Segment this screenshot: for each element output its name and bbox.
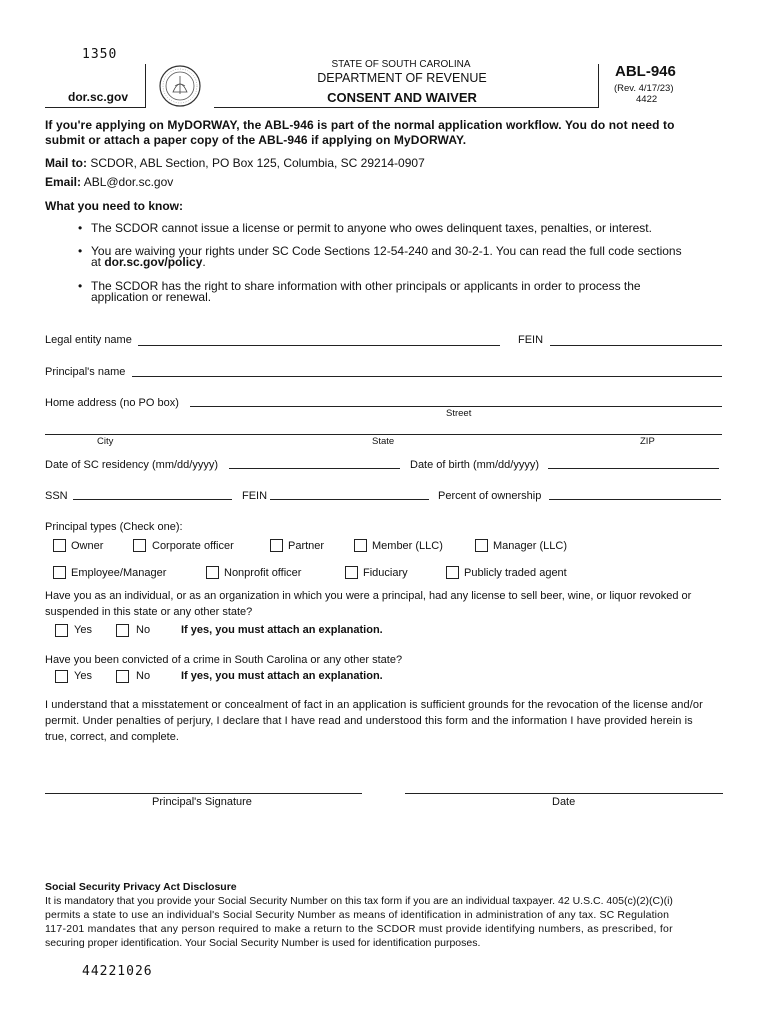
form-id-number: 1350: [82, 47, 118, 62]
form-code: ABL-946: [615, 63, 676, 80]
member-llc-checkbox[interactable]: [354, 539, 367, 552]
q2-yes-label: Yes: [74, 670, 92, 682]
owner-checkbox[interactable]: [53, 539, 66, 552]
principal-types-heading: Principal types (Check one):: [45, 521, 183, 533]
privacy-line1: It is mandatory that you provide your Social Security Number on this tax form if you are an individual taxpayer. 42 U.S.C. 405(c)(2)(C)(i): [45, 895, 673, 907]
department-name: DEPARTMENT OF REVENUE: [317, 71, 487, 85]
q1-no-label: No: [136, 624, 151, 636]
q2-line1: Have you been convicted of a crime in South Carolina or any other state?: [45, 654, 403, 666]
publicly-traded-agent-label: Publicly traded agent: [464, 567, 567, 579]
partner-label: Partner: [288, 540, 325, 552]
employee-manager-checkbox[interactable]: [53, 566, 66, 579]
city-label: City: [97, 436, 114, 447]
form-revision: (Rev. 4/17/23): [614, 83, 674, 94]
nonprofit-officer-label: Nonprofit officer: [224, 567, 302, 579]
q1-no-checkbox[interactable]: [116, 624, 129, 637]
manager-llc-label: Manager (LLC): [493, 540, 567, 552]
q1-line2: suspended in this state or any other state?: [45, 606, 253, 618]
date-line[interactable]: [405, 793, 723, 794]
ownership-label: Percent of ownership: [438, 490, 542, 502]
header-divider-right: [598, 64, 599, 108]
declaration-line2: permit. Under penalties of perjury, I declare that I have read and understood this form and the information I have provided herein is: [45, 715, 693, 727]
fein-input[interactable]: [550, 345, 722, 346]
city-state-zip-input[interactable]: [45, 434, 722, 435]
email-address[interactable]: ABL@dor.sc.gov: [83, 175, 174, 189]
state-name: STATE OF SOUTH CAROLINA: [331, 59, 471, 70]
q2-yes-checkbox[interactable]: [55, 670, 68, 683]
fein2-label: FEIN: [242, 490, 268, 502]
date-label: Date: [552, 796, 576, 808]
q2-no-label: No: [136, 670, 151, 682]
birth-date-input[interactable]: [548, 468, 719, 469]
principals-name-input[interactable]: [132, 376, 722, 377]
intro-line-1: If you're applying on MyDORWAY, the ABL-946 is part of the normal application workflow. You do not need to: [45, 118, 675, 132]
intro-line-2: submit or attach a paper copy of the ABL-946 if applying on MyDORWAY.: [45, 133, 467, 147]
form-number: 4422: [636, 94, 658, 105]
form-title: CONSENT AND WAIVER: [327, 90, 477, 105]
street-input[interactable]: [190, 406, 722, 407]
policy-link[interactable]: dor.sc.gov/policy: [104, 255, 203, 269]
q1-yes-label: Yes: [74, 624, 92, 636]
bullet-3-line2: application or renewal.: [91, 290, 212, 304]
corporate-officer-checkbox[interactable]: [133, 539, 146, 552]
header-underline: [45, 107, 145, 108]
fiduciary-label: Fiduciary: [363, 567, 408, 579]
nonprofit-officer-checkbox[interactable]: [206, 566, 219, 579]
q2-no-checkbox[interactable]: [116, 670, 129, 683]
mail-to: [45, 156, 425, 170]
publicly-traded-agent-checkbox[interactable]: [446, 566, 459, 579]
residency-date-input[interactable]: [229, 468, 400, 469]
signature-label: Principal's Signature: [152, 796, 252, 808]
home-address-label: Home address (no PO box): [45, 397, 179, 409]
zip-label: ZIP: [640, 436, 655, 447]
street-label: Street: [446, 408, 472, 419]
bullet-3-line1: The SCDOR has the right to share information with other principals or applicants in order to process the: [91, 279, 641, 293]
member-llc-label: Member (LLC): [372, 540, 443, 552]
q2-note: If yes, you must attach an explanation.: [181, 670, 383, 682]
ownership-input[interactable]: [549, 499, 721, 500]
mail-address: SCDOR, ABL Section, PO Box 125, Columbia, SC 29214-0907: [90, 156, 425, 170]
fein2-input[interactable]: [270, 499, 429, 500]
ssn-label: SSN: [45, 490, 68, 502]
declaration-line3: true, correct, and complete.: [45, 731, 179, 743]
manager-llc-checkbox[interactable]: [475, 539, 488, 552]
fiduciary-checkbox[interactable]: [345, 566, 358, 579]
mail-label: Mail to:: [45, 156, 87, 170]
owner-label: Owner: [71, 540, 104, 552]
state-label: State: [372, 436, 395, 447]
q1-note: If yes, you must attach an explanation.: [181, 624, 383, 636]
bullet-share: [91, 281, 641, 303]
state-seal-icon: [158, 64, 202, 108]
website-label: dor.sc.gov: [68, 90, 129, 104]
legal-entity-label: Legal entity name: [45, 334, 132, 346]
partner-checkbox[interactable]: [270, 539, 283, 552]
bullet-2-line1: You are waiving your rights under SC Code Sections 12-54-240 and 30-2-1. You can read the full code sections: [91, 244, 682, 258]
privacy-line4: securing proper identification. Your Social Security Number is used for identification purposes.: [45, 937, 481, 949]
residency-date-label: Date of SC residency (mm/dd/yyyy): [45, 459, 218, 471]
barcode-number: 44221026: [82, 964, 153, 979]
header-divider-left: [145, 64, 146, 108]
privacy-line2: permits a state to use an individual's Social Security Number as means of identification in administration of any tax. SC Regulation: [45, 909, 670, 921]
privacy-heading: Social Security Privacy Act Disclosure: [45, 881, 237, 893]
email-label: Email:: [45, 175, 82, 189]
legal-entity-input[interactable]: [138, 345, 500, 346]
corporate-officer-label: Corporate officer: [152, 540, 234, 552]
birth-date-label: Date of birth (mm/dd/yyyy): [410, 459, 539, 471]
privacy-line3: 117-201 mandates that any person required to make a return to the SCDOR must provide identifying numbers, as prescribed, for: [45, 923, 673, 935]
principals-name-label: Principal's name: [45, 366, 126, 378]
bullet-1-text: The SCDOR cannot issue a license or permit to anyone who owes delinquent taxes, penalties, or interest.: [91, 221, 652, 235]
fein-label: FEIN: [518, 334, 544, 346]
declaration-line1: I understand that a misstatement or concealment of fact in an application is sufficient grounds for the revocation of the license and/or: [45, 699, 703, 711]
signature-line[interactable]: [45, 793, 362, 794]
need-to-know-heading: What you need to know:: [45, 199, 183, 213]
bullet-2-suffix: .: [202, 255, 206, 269]
ssn-input[interactable]: [73, 499, 232, 500]
employee-manager-label: Employee/Manager: [71, 567, 167, 579]
bullet-2-prefix: at: [91, 255, 105, 269]
q1-yes-checkbox[interactable]: [55, 624, 68, 637]
bullet-delinquent: [91, 223, 652, 234]
email-row: [45, 175, 173, 189]
title-underline: [214, 107, 598, 108]
q1-line1: Have you as an individual, or as an organization in which you were a principal, had any license to sell beer, wine, or liquor revoked or: [45, 590, 692, 602]
bullet-waiver: [91, 246, 682, 268]
